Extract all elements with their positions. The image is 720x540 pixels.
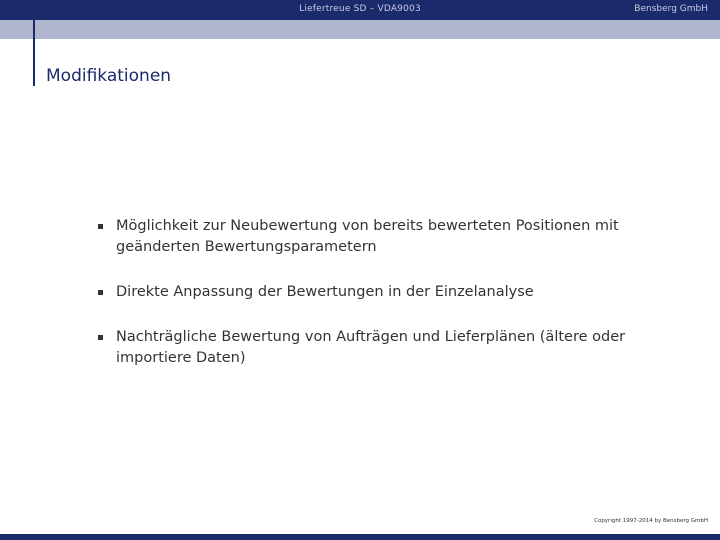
bullet-item — [98, 216, 638, 258]
bullet-text: Nachträgliche Bewertung von Aufträgen und Lieferplänen (ältere oder importiere Daten) — [116, 329, 626, 366]
bullet-list — [98, 216, 638, 393]
bullet-text: Direkte Anpassung der Bewertungen in der Einzelanalyse — [116, 284, 534, 300]
slide-title: Modifikationen — [46, 66, 172, 86]
accent-line — [33, 20, 35, 86]
bullet-square-icon — [98, 290, 103, 295]
header-bar — [0, 0, 720, 20]
bullet-item — [98, 282, 638, 303]
header-subbar — [0, 20, 720, 39]
bullet-text: Möglichkeit zur Neubewertung von bereits bewerteten Positionen mit geänderten Bewertungsparametern — [116, 218, 619, 255]
header-company: Bensberg GmbH — [634, 4, 708, 14]
header-title: Liefertreue SD – VDA9003 — [299, 4, 421, 14]
bullet-item — [98, 327, 638, 369]
bullet-square-icon — [98, 224, 103, 229]
footer-bar — [0, 534, 720, 540]
copyright-notice: Copyright 1997-2014 by Bensberg GmbH — [594, 518, 708, 524]
bullet-square-icon — [98, 335, 103, 340]
